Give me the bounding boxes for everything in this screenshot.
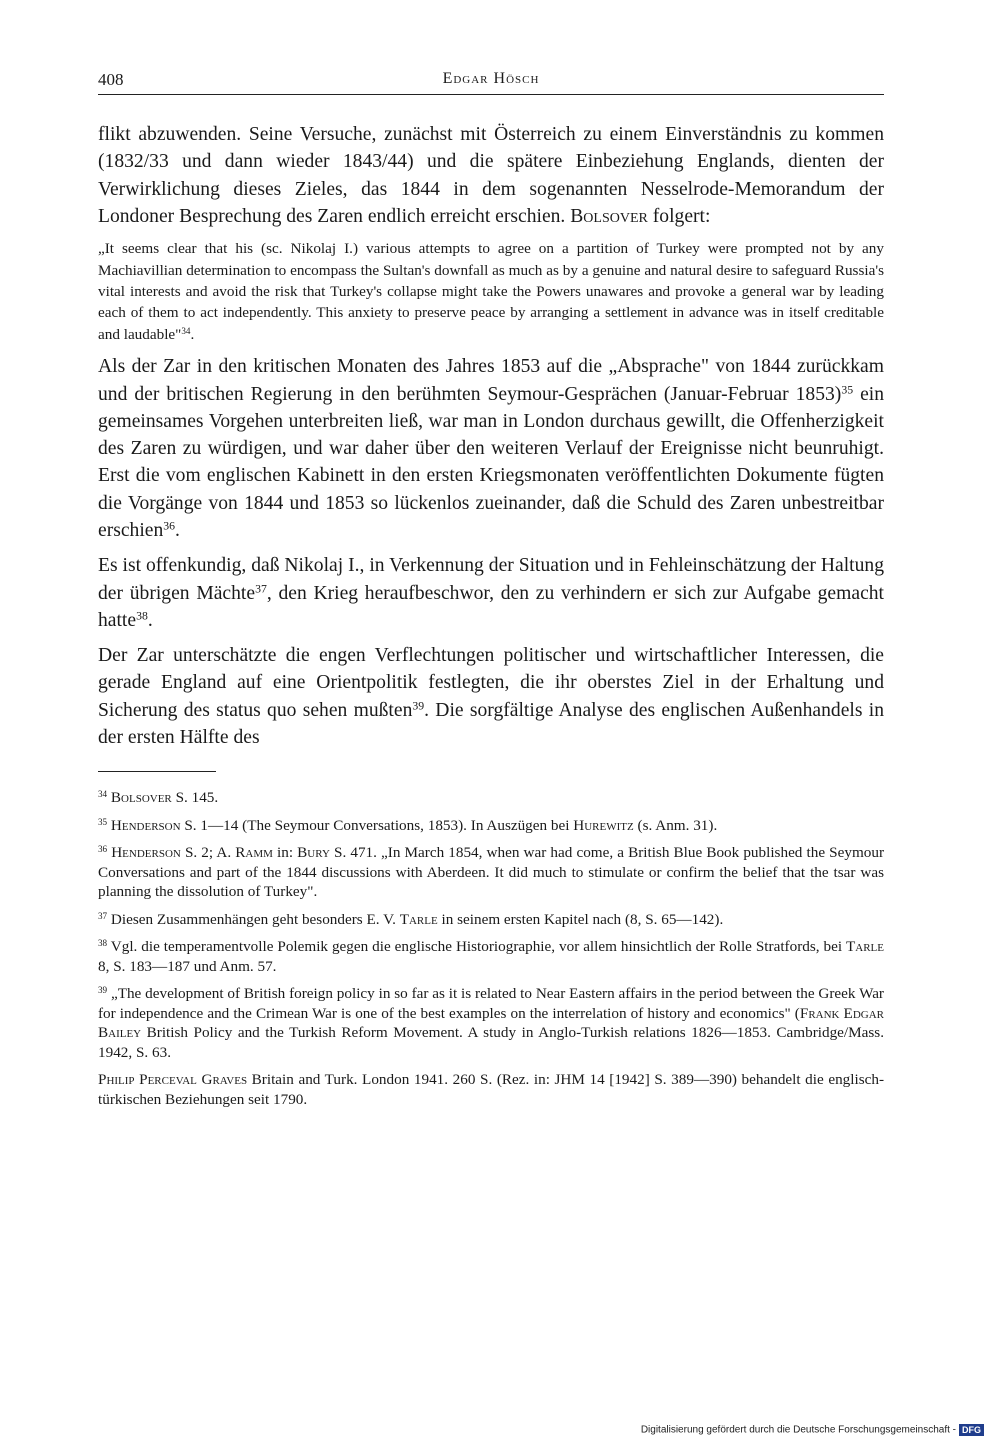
page-number: 408 — [98, 70, 124, 89]
footnote-38: $^{38}$ Vgl. die temperamentvolle Polemik gegen die englische Historiographie, vor allem hinsichtlich der Rolle Stratfords, bei Tarle 8, S. 183—187 und Anm. 57. — [98, 938, 884, 975]
paragraph-1: flikt abzuwenden. Seine Versuche, zunächst mit Österreich zu einem Einverständnis zu kommen (1832/33 und dann wieder 1843/44) und die spätere Einbeziehung Englands, dienten der Verwirklichung dieses Zieles, das 1844 in dem sogenannten Nesselrode-Memorandum der Londoner Besprechung des Zaren endlich erreicht erschien. Bolsover folgert: — [98, 124, 884, 227]
dfg-logo: DFG — [959, 1424, 984, 1436]
paragraph-2: Als der Zar in den kritischen Monaten des Jahres 1853 auf die „Absprache" von 1844 zurückkam und der britischen Regierung in den berühmten Seymour-Gesprächen (Januar-Februar 1853)$^{35}$ ein gemeinsames Vorgehen unterbreiten ließ, war man in London durchaus gewillt, die Offenherzigkeit des Zaren zu würdigen, und war daher über den weiteren Verlauf der Ereignisse nicht beunruhigt. Erst die vom englischen Kabinett in den ersten Kriegsmonaten veröffentlichten Dokumente fügten die Vorgänge von 1844 und 1853 so lückenlos zueinander, daß die Schuld des Zaren unbestreitbar erschien$^{36}$. — [98, 356, 885, 541]
footnote-34: $^{34}$ Bolsover S. 145. — [98, 789, 219, 807]
footnote-ref: 34 — [181, 325, 191, 336]
footnote-39-continued: Philip Perceval Graves Britain and Turk. London 1941. 260 S. (Rez. in: JHM 14 [1942] S. 389—390) behandelt die englisch-türkischen Beziehungen seit 1790. — [98, 1071, 884, 1108]
page-header — [98, 70, 884, 95]
running-head: Edgar Hösch — [442, 70, 540, 87]
footnote-ref: 35 — [841, 383, 854, 397]
paragraph-4: Der Zar unterschätzte die engen Verflechtungen politischer und wirtschaftlicher Interessen, die gerade England auf eine Orientpolitik festlegten, die ihr oberstes Ziel in der Erhaltung und Sicherung des status quo sehen mußten$^{39}$. Die sorgfältige Analyse des englischen Außenhandels in der ersten Hälfte des — [98, 645, 884, 749]
footnote-divider — [98, 771, 216, 772]
footnote-39: $^{39}$ „The development of British foreign policy in so far as it is related to Near Eastern affairs in the period between the Greek War for independence and the Crimean War is one of the best examples on the interrelation of history and economics" (Frank Edgar Bailey British Policy and the Turkish Reform Movement. A study in Anglo-Turkish relations 1826—1853. Cambridge/Mass. 1942, S. 63. — [98, 985, 885, 1061]
footnote-ref: 38 — [136, 609, 148, 623]
footnote-35: $^{35}$ Henderson S. 1—14 (The Seymour Conversations, 1853). In Auszügen bei Hurewitz (s. Anm. 31). — [98, 816, 718, 834]
digitization-credit: Digitalisierung gefördert durch die Deutsche Forschungsgemeinschaft - DFG — [641, 1424, 984, 1436]
footnote-ref: 37 — [255, 582, 267, 596]
paragraph-3: Es ist offenkundig, daß Nikolaj I., in Verkennung der Situation und in Fehleinschätzung der Haltung der übrigen Mächte$^{37}$, den Krieg heraufbeschwor, den zu verhindern er sich zur Aufgabe gemacht hatte$^{38}$. — [98, 555, 885, 631]
footnote-ref: 39 — [412, 699, 425, 713]
page-body — [98, 121, 884, 1109]
block-quote: „It seems clear that his (sc. Nikolaj I.) various attempts to agree on a partition of Turkey were prompted not by any Machiavillian determination to encompass the Sultan's downfall as much as by a genuine and natural desire to safeguard Russia's vital interests and avoid the risk that Turkey's collapse might take the Powers unawares and provoke a general war by leading each of them to act independently. This anxiety to preserve peace by arranging a settlement in advance was in itself creditable and laudable"$^{34}$. — [98, 240, 884, 343]
footnote-37: $^{37}$ Diesen Zusammenhängen geht besonders E. V. Tarle in seinem ersten Kapitel nach (8, S. 65—142). — [98, 910, 724, 928]
footnote-ref: 36 — [163, 519, 176, 533]
footnote-36: $^{36}$ Henderson S. 2; A. Ramm in: Bury S. 471. „In March 1854, when war had come, a British Blue Book published the Seymour Conversations and part of the 1844 discussions with Aberdeen. It did much to stimulate or confirm the belief that the tsar was planning the dissolution of Turkey". — [98, 844, 884, 901]
